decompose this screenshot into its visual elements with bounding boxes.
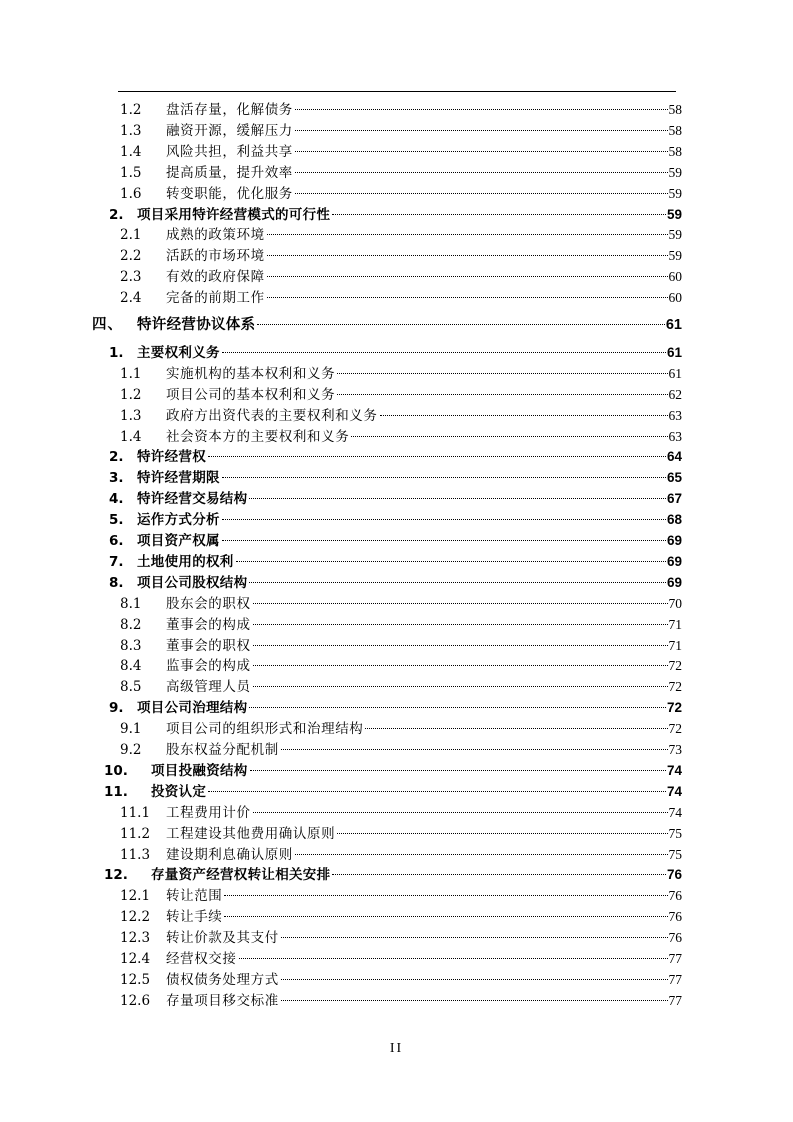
toc-entry-page: 72	[668, 721, 682, 737]
toc-entry-line	[166, 740, 682, 760]
toc-entry-page: 72	[668, 658, 682, 674]
toc-entry-line	[166, 970, 682, 990]
toc-entry-line	[137, 447, 682, 467]
toc-entry-number: 12.5	[120, 971, 151, 988]
toc-entry-line	[137, 573, 682, 593]
toc-entry-page: 71	[668, 637, 682, 653]
toc-entry-line	[166, 615, 682, 635]
toc-entry-number: 10.	[104, 762, 128, 779]
toc-entry-page: 74	[666, 783, 682, 799]
dot-leader	[267, 297, 668, 298]
toc-entry-title[interactable]: 股东会的职权	[166, 595, 251, 612]
toc-entry[interactable]	[0, 677, 793, 697]
toc-entry-page: 65	[666, 470, 682, 486]
toc-entry-number: 1.4	[120, 143, 142, 160]
dot-leader	[249, 498, 666, 499]
toc-entry[interactable]	[0, 142, 793, 162]
toc-entry-number: 3.	[109, 470, 124, 487]
toc-entry-number: 1.2	[120, 386, 142, 403]
toc-entry[interactable]	[0, 385, 793, 405]
toc-entry-number: 1.3	[120, 122, 142, 139]
toc-entry-line	[166, 636, 682, 656]
toc-entry[interactable]	[0, 288, 793, 308]
toc-entry[interactable]	[0, 991, 793, 1011]
toc-entry-number: 12.4	[120, 951, 151, 967]
toc-entry-title[interactable]: 有效的政府保障	[166, 269, 265, 286]
toc-entry-page: 64	[666, 449, 682, 465]
dot-leader	[222, 477, 666, 478]
dot-leader	[208, 456, 666, 457]
toc-entry-number: 11.3	[120, 846, 151, 863]
toc-entry-page: 58	[668, 143, 682, 159]
toc-entry-line	[166, 427, 682, 447]
toc-entry-line	[137, 510, 682, 530]
toc-entry-number: 11.	[104, 783, 128, 800]
toc-entry-line	[166, 121, 682, 141]
toc-entry-page: 59	[668, 248, 682, 264]
toc-entry-title[interactable]: 特许经营期限	[137, 470, 220, 487]
toc-entry-line	[137, 552, 682, 572]
toc-entry-line	[166, 677, 682, 697]
toc-entry-line	[166, 246, 682, 266]
toc-entry-line	[166, 928, 682, 948]
toc-entry-number: 8.3	[120, 637, 142, 654]
toc-entry-page: 59	[668, 227, 682, 243]
toc-entry-line	[166, 288, 682, 308]
toc-entry-line	[137, 205, 682, 225]
dot-leader	[295, 109, 668, 110]
header-rule	[118, 91, 676, 92]
toc-entry-title[interactable]: 转让手续	[166, 909, 223, 926]
toc-entry[interactable]	[0, 845, 793, 865]
toc-entry[interactable]	[0, 184, 793, 204]
toc-entry[interactable]	[0, 552, 793, 572]
dot-leader	[337, 373, 667, 374]
toc-entry-title[interactable]: 特许经营协议体系	[137, 317, 256, 333]
toc-entry-line	[166, 225, 682, 245]
toc-entry-line	[166, 594, 682, 614]
toc-entry-title[interactable]: 成熟的政策环境	[166, 227, 265, 244]
dot-leader	[222, 540, 666, 541]
toc-entry-number: 2.	[109, 449, 124, 466]
toc-entry-title[interactable]: 工程建设其他费用确认原则	[166, 825, 336, 842]
toc-entry[interactable]	[0, 636, 793, 656]
toc-entry-page: 76	[666, 867, 682, 883]
toc-entry-title[interactable]: 融资开源，缓解压力	[166, 122, 293, 139]
toc-entry[interactable]	[0, 489, 793, 509]
toc-entry-title[interactable]: 项目投融资结构	[151, 762, 248, 779]
toc-entry-number: 6.	[109, 533, 124, 549]
dot-leader	[337, 394, 667, 395]
toc-entry-number: 1.	[109, 344, 124, 361]
dot-leader	[281, 979, 668, 980]
toc-entry-title[interactable]: 风险共担，利益共享	[166, 143, 293, 160]
toc-entry-title[interactable]: 转让范围	[166, 888, 223, 905]
toc-entry-page: 69	[666, 574, 682, 590]
toc-entry-page: 73	[668, 742, 682, 757]
dot-leader	[253, 645, 668, 646]
toc-entry-title[interactable]: 项目公司治理结构	[137, 700, 248, 717]
toc-entry-title[interactable]: 工程费用计价	[166, 804, 251, 821]
toc-entry-line	[166, 406, 682, 426]
toc-entry-title[interactable]: 活跃的市场环境	[166, 248, 265, 265]
toc-entry[interactable]	[0, 761, 793, 781]
toc-entry-title[interactable]: 特许经营权	[137, 449, 206, 466]
dot-leader	[253, 665, 668, 666]
toc-entry-line	[166, 719, 682, 739]
toc-entry-title[interactable]: 高级管理人员	[166, 679, 251, 696]
toc-entry[interactable]	[0, 205, 793, 225]
toc-entry[interactable]	[0, 267, 793, 287]
toc-entry-title[interactable]: 项目资产权属	[137, 533, 220, 549]
toc-entry-title[interactable]: 建设期利息确认原则	[166, 846, 293, 863]
toc-entry-number: 2.1	[120, 227, 142, 244]
dot-leader	[295, 151, 668, 152]
page-number: II	[389, 1041, 404, 1056]
toc-entry-number: 1.2	[120, 102, 142, 118]
toc-entry-number: 2.3	[120, 269, 142, 286]
toc-entry[interactable]	[0, 447, 793, 467]
toc-entry-page: 59	[666, 206, 682, 222]
toc-entry-number: 8.	[109, 574, 124, 591]
toc-entry-line	[166, 991, 682, 1011]
dot-leader	[253, 812, 668, 813]
toc-entry-number: 8.4	[120, 658, 142, 675]
toc-entry-line	[137, 468, 682, 488]
toc-entry-line	[137, 489, 682, 509]
toc-entry-title[interactable]: 实施机构的基本权利和义务	[166, 365, 336, 382]
toc-entry-number: 1.1	[120, 365, 142, 382]
toc-entry-line	[166, 949, 682, 969]
toc-entry-page: 76	[668, 909, 682, 925]
toc-entry-title[interactable]: 监事会的构成	[166, 658, 251, 675]
toc-entry[interactable]	[0, 468, 793, 488]
toc-entry-title[interactable]: 特许经营交易结构	[137, 491, 248, 508]
toc-entry-page: 63	[668, 428, 682, 444]
toc-entry-page: 61	[665, 317, 682, 333]
dot-leader	[337, 833, 667, 834]
toc-entry[interactable]	[0, 246, 793, 266]
toc-entry-title[interactable]: 政府方出资代表的主要权利和义务	[166, 407, 378, 424]
toc-entry-page: 70	[668, 595, 682, 611]
toc-entry-page: 74	[666, 762, 682, 778]
toc-entry[interactable]	[0, 970, 793, 990]
dot-leader	[267, 234, 668, 235]
toc-entry-number: 8.1	[120, 595, 142, 612]
toc-entry-title[interactable]: 转变职能，优化服务	[166, 185, 293, 202]
toc-entry-number: 2.4	[120, 290, 142, 307]
toc-entry-title[interactable]: 经营权交接	[166, 951, 237, 967]
toc-entry[interactable]	[0, 803, 793, 823]
toc-entry-line	[166, 656, 682, 676]
dot-leader	[222, 519, 666, 520]
dot-leader	[281, 937, 668, 938]
dot-leader	[295, 130, 668, 131]
toc-entry-page: 77	[668, 951, 682, 966]
toc-entry-line	[166, 845, 682, 865]
toc-entry-title[interactable]: 投资认定	[151, 783, 207, 800]
toc-entry-page: 76	[668, 930, 682, 946]
toc-entry[interactable]	[0, 225, 793, 245]
toc-entry-number: 12.2	[120, 909, 151, 926]
toc-entry-page: 77	[668, 992, 682, 1008]
toc-entry-line	[151, 761, 682, 781]
toc-entry[interactable]	[0, 121, 793, 141]
dot-leader	[236, 561, 666, 562]
toc-entry-number: 4.	[109, 491, 124, 508]
toc-entry-page: 77	[668, 971, 682, 987]
toc-entry-title[interactable]: 项目采用特许经营模式的可行性	[137, 206, 331, 223]
toc-entry-line	[166, 803, 682, 823]
toc-entry-number: 1.6	[120, 185, 142, 202]
toc-entry-title[interactable]: 债权债务处理方式	[166, 971, 279, 988]
toc-entry-line	[166, 267, 682, 287]
dot-leader	[224, 916, 667, 917]
toc-entry-number: 9.2	[120, 742, 142, 758]
toc-entry-title[interactable]: 盘活存量，化解债务	[166, 102, 293, 118]
dot-leader	[253, 624, 668, 625]
toc-entry-page: 63	[668, 407, 682, 423]
toc-entry[interactable]	[0, 315, 793, 335]
toc-entry-title[interactable]: 运作方式分析	[137, 512, 220, 529]
toc-entry-number: 9.1	[120, 721, 142, 738]
toc-entry[interactable]	[0, 510, 793, 530]
toc-entry-title[interactable]: 董事会的构成	[166, 616, 251, 633]
dot-leader	[351, 436, 667, 437]
toc-entry-number: 7.	[109, 553, 124, 570]
toc-entry-page: 75	[668, 825, 682, 841]
dot-leader	[295, 172, 668, 173]
toc-entry-line	[151, 865, 682, 885]
toc-entry-line	[166, 142, 682, 162]
dot-leader	[295, 854, 668, 855]
toc-entry-line	[166, 907, 682, 927]
toc-entry[interactable]	[0, 100, 793, 120]
toc-entry-title[interactable]: 转让价款及其支付	[166, 930, 279, 947]
toc-entry[interactable]	[0, 615, 793, 635]
toc-entry-line	[166, 824, 682, 844]
toc-entry-number: 1.3	[120, 407, 142, 424]
toc-entry-page: 67	[666, 491, 682, 507]
toc-entry[interactable]	[0, 163, 793, 183]
dot-leader	[332, 214, 666, 215]
toc-entry-number: 2.2	[120, 248, 142, 265]
toc-entry-line	[166, 364, 682, 384]
toc-entry[interactable]	[0, 740, 793, 760]
toc-entry-title[interactable]: 项目公司的组织形式和治理结构	[166, 721, 364, 738]
toc-entry-line	[137, 698, 682, 718]
toc-entry-number: 8.2	[120, 616, 142, 633]
dot-leader	[295, 193, 668, 194]
dot-leader	[224, 895, 667, 896]
toc-entry-line	[166, 385, 682, 405]
dot-leader	[267, 276, 668, 277]
toc-entry[interactable]	[0, 427, 793, 447]
toc-entry[interactable]	[0, 343, 793, 363]
dot-leader	[253, 603, 668, 604]
toc-entry-page: 72	[666, 700, 682, 716]
dot-leader	[250, 770, 666, 771]
toc-entry-number: 5.	[109, 512, 124, 529]
toc-entry[interactable]	[0, 656, 793, 676]
toc-entry-page: 75	[668, 846, 682, 862]
toc-entry[interactable]	[0, 865, 793, 885]
dot-leader	[281, 749, 668, 750]
dot-leader	[249, 707, 666, 708]
toc-entry-number: 9.	[109, 700, 124, 717]
dot-leader	[332, 874, 666, 875]
toc-entry-page: 58	[668, 122, 682, 138]
toc-entry-title[interactable]: 完备的前期工作	[166, 290, 265, 307]
toc-entry-number: 11.1	[120, 804, 151, 821]
toc-entry-title[interactable]: 项目公司股权结构	[137, 574, 248, 591]
toc-entry-page: 71	[668, 616, 682, 632]
toc-entry-number: 四、	[92, 317, 123, 333]
toc-entry-number: 12.	[104, 867, 128, 884]
dot-leader	[365, 728, 667, 729]
toc-entry-page: 72	[668, 679, 682, 695]
toc-entry-line	[151, 782, 682, 802]
toc-entry-page: 69	[666, 553, 682, 569]
toc-entry[interactable]	[0, 406, 793, 426]
toc-entry[interactable]	[0, 907, 793, 927]
toc-entry[interactable]	[0, 698, 793, 718]
toc-entry-line	[166, 886, 682, 906]
toc-entry-number: 1.4	[120, 428, 142, 445]
toc-entry-title[interactable]: 董事会的职权	[166, 637, 251, 654]
toc-entry-page: 59	[668, 185, 682, 201]
toc-entry[interactable]	[0, 531, 793, 551]
dot-leader	[249, 582, 666, 583]
toc-entry-line	[166, 100, 682, 120]
dot-leader	[267, 255, 668, 256]
dot-leader	[208, 791, 666, 792]
toc-entry-title[interactable]: 存量资产经营权转让相关安排	[151, 867, 331, 884]
toc-entry-title[interactable]: 存量项目移交标准	[166, 992, 279, 1009]
toc-entry-line	[137, 343, 682, 363]
toc-entry-number: 8.5	[120, 679, 142, 696]
dot-leader	[253, 686, 668, 687]
toc-entry-page: 61	[666, 344, 682, 360]
toc-entry-page: 61	[668, 365, 682, 381]
toc-entry-number: 1.5	[120, 164, 142, 181]
toc-entry-number: 11.2	[120, 825, 151, 842]
toc-entry-line	[166, 163, 682, 183]
dot-leader	[257, 324, 664, 325]
toc-entry-page: 68	[666, 512, 682, 528]
dot-leader	[222, 352, 666, 353]
toc-entry-line	[166, 184, 682, 204]
toc-entry[interactable]	[0, 719, 793, 739]
toc-entry-line	[137, 531, 682, 551]
toc-entry-page: 62	[668, 386, 682, 402]
dot-leader	[281, 1000, 668, 1001]
toc-entry-title[interactable]: 项目公司的基本权利和义务	[166, 386, 336, 403]
toc-entry-page: 60	[668, 269, 682, 285]
toc-entry-page: 58	[668, 102, 682, 117]
toc-entry-number: 12.3	[120, 930, 151, 947]
toc-entry[interactable]	[0, 573, 793, 593]
toc-entry[interactable]	[0, 364, 793, 384]
toc-entry-title[interactable]: 社会资本方的主要权利和义务	[166, 428, 350, 445]
toc-entry-line	[137, 315, 682, 335]
toc-entry-title[interactable]: 主要权利义务	[137, 344, 220, 361]
toc-entry-number: 12.1	[120, 888, 151, 905]
dot-leader	[380, 415, 668, 416]
toc-entry[interactable]	[0, 782, 793, 802]
toc-entry-number: 2.	[109, 206, 124, 223]
toc-entry-title[interactable]: 股东权益分配机制	[166, 742, 279, 758]
toc-entry[interactable]	[0, 949, 793, 969]
toc-entry-page: 69	[666, 533, 682, 548]
toc-entry[interactable]	[0, 928, 793, 948]
toc-entry[interactable]	[0, 824, 793, 844]
toc-entry-page: 59	[668, 164, 682, 180]
dot-leader	[239, 958, 668, 959]
toc-entry[interactable]	[0, 886, 793, 906]
toc-entry-title[interactable]: 土地使用的权利	[137, 553, 234, 570]
toc-entry-page: 76	[668, 888, 682, 904]
toc-entry-number: 12.6	[120, 992, 151, 1009]
toc-entry-page: 60	[668, 290, 682, 306]
toc-entry-title[interactable]: 提高质量，提升效率	[166, 164, 293, 181]
toc-entry-page: 74	[668, 804, 682, 820]
toc-entry[interactable]	[0, 594, 793, 614]
